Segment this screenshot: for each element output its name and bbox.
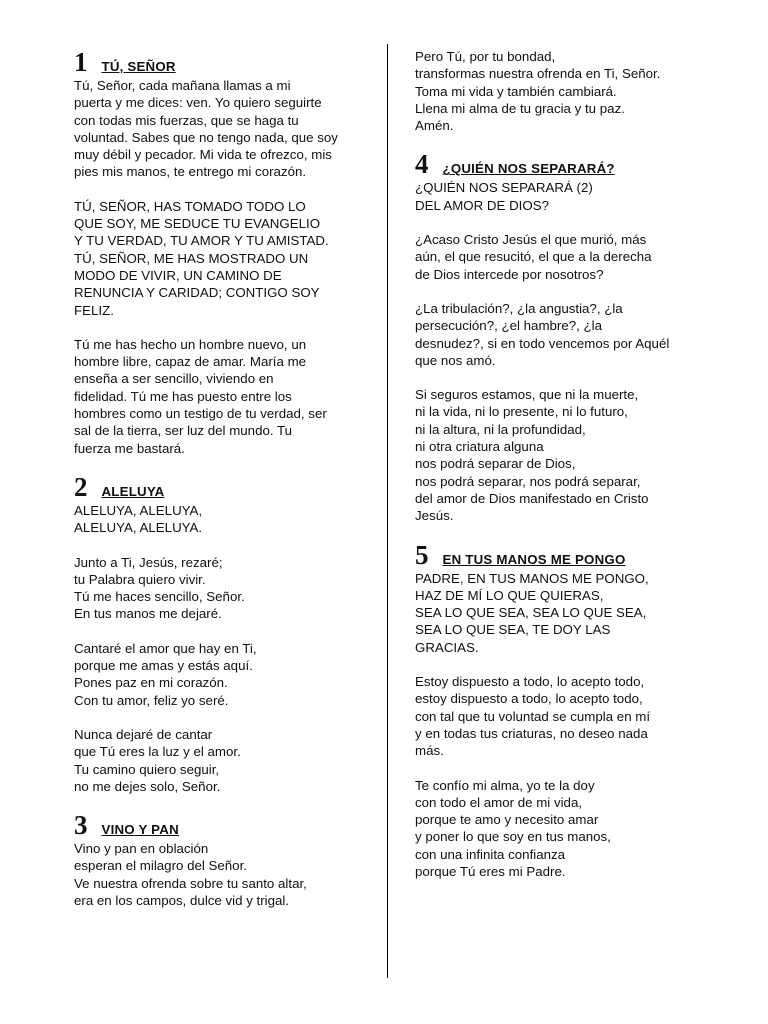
- stanza: [415, 386, 715, 524]
- lyric-line: Pero Tú, por tu bondad,: [415, 49, 556, 64]
- right-column: [415, 48, 715, 896]
- stanza: [74, 502, 374, 537]
- lyric-line: no me dejes solo, Señor.: [74, 778, 221, 794]
- song-header: [415, 150, 715, 178]
- lyric-line: muy débil y pecador. Mi vida te ofrezco, mis: [74, 147, 332, 163]
- lyric-line: era en los campos, dulce vid y trigal.: [74, 892, 290, 908]
- lyric-line: voluntad. Sabes que no tengo nada, que soy: [74, 129, 338, 145]
- stanza: [415, 570, 715, 656]
- lyric-line: GRACIAS.: [415, 639, 479, 655]
- lyric-line: desnudez?, si en todo vencemos por Aquél: [415, 335, 670, 351]
- lyric-line: con tal que tu voluntad se cumpla en mí: [415, 708, 651, 724]
- lyric-line: Jesús.: [415, 508, 454, 524]
- lyric-line: MODO DE VIVIR, UN CAMINO DE: [74, 267, 282, 283]
- song-number: 4: [415, 149, 429, 180]
- song-header: [74, 473, 374, 501]
- lyric-line: sal de la tierra, ser luz del mundo. Tu: [74, 423, 293, 439]
- lyric-line: con todo el amor de mi vida,: [415, 794, 583, 810]
- song-2: [74, 473, 374, 795]
- stanza: [74, 336, 374, 457]
- lyric-line: ni la altura, ni la profundidad,: [415, 421, 586, 437]
- stanza: [74, 726, 374, 795]
- song-3: [74, 811, 374, 909]
- song-number: 5: [415, 539, 429, 570]
- lyric-line: SEA LO QUE SEA, SEA LO QUE SEA,: [415, 605, 647, 621]
- lyric-line: hombres como un testigo de tu verdad, ser: [74, 406, 327, 422]
- lyric-line: puerta y me dices: ven. Yo quiero seguirte: [74, 95, 322, 111]
- stanza: [415, 48, 715, 134]
- lyric-line: Estoy dispuesto a todo, lo acepto todo,: [415, 674, 645, 690]
- lyric-line: Tú me has hecho un hombre nuevo, un: [74, 336, 307, 352]
- lyric-line: Nunca dejaré de cantar: [74, 726, 213, 742]
- lyric-line: y en todas tus criaturas, no deseo nada: [415, 725, 648, 741]
- stanza: [74, 77, 374, 181]
- stanza: [415, 300, 715, 369]
- column-divider: [387, 44, 388, 978]
- song-3-continuation: [415, 48, 715, 134]
- lyric-line: de Dios intercede por nosotros?: [415, 266, 604, 282]
- lyric-line: ALELUYA, ALELUYA.: [74, 520, 203, 536]
- lyric-line: Toma mi vida y también cambiará.: [415, 83, 617, 99]
- lyric-line: DEL AMOR DE DIOS?: [415, 197, 549, 213]
- song-header: [415, 541, 715, 569]
- song-title: ALELUYA: [101, 483, 165, 499]
- lyric-line: HAZ DE MÍ LO QUE QUIERAS,: [415, 587, 604, 603]
- lyric-line: más.: [415, 743, 444, 759]
- lyric-line: ¿QUIÉN NOS SEPARARÁ (2): [415, 180, 593, 196]
- stanza: [415, 179, 715, 214]
- lyric-line: Tu camino quiero seguir,: [74, 761, 220, 777]
- lyric-line: Vino y pan en oblación: [74, 841, 209, 857]
- lyric-line: Con tu amor, feliz yo seré.: [74, 692, 229, 708]
- stanza: [415, 673, 715, 759]
- lyric-line: Junto a Ti, Jesús, rezaré;: [74, 554, 223, 570]
- lyric-line: Llena mi alma de tu gracia y tu paz.: [415, 100, 625, 116]
- lyric-line: fuerza me bastará.: [74, 440, 185, 456]
- lyric-line: aún, el que resucitó, el que a la derecha: [415, 249, 652, 265]
- lyric-line: ni la vida, ni lo presente, ni lo futuro,: [415, 404, 628, 420]
- stanza: [74, 640, 374, 709]
- lyric-line: pies mis manos, te entrego mi corazón.: [74, 164, 307, 180]
- stanza: [415, 231, 715, 283]
- lyric-line: TÚ, SEÑOR, ME HAS MOSTRADO UN: [74, 250, 309, 266]
- lyric-line: ni otra criatura alguna: [415, 439, 544, 455]
- lyric-line: ALELUYA, ALELUYA,: [74, 502, 203, 518]
- lyric-line: porque te amo y necesito amar: [415, 812, 599, 828]
- lyric-line: ¿La tribulación?, ¿la angustia?, ¿la: [415, 300, 623, 316]
- lyric-line: y poner lo que soy en tus manos,: [415, 829, 611, 845]
- lyric-line: con todas mis fuerzas, que se haga tu: [74, 112, 299, 128]
- song-title: VINO Y PAN: [101, 822, 179, 838]
- lyric-line: FELIZ.: [74, 302, 114, 318]
- lyric-line: porque Tú eres mi Padre.: [415, 863, 566, 879]
- song-4: [415, 150, 715, 524]
- song-number: 2: [74, 471, 88, 502]
- lyric-line: con una infinita confianza: [415, 846, 566, 862]
- lyric-line: porque me amas y estás aquí.: [74, 658, 253, 674]
- song-5: [415, 541, 715, 881]
- lyric-line: Ve nuestra ofrenda sobre tu santo altar,: [74, 875, 307, 891]
- lyric-line: Y TU VERDAD, TU AMOR Y TU AMISTAD.: [74, 233, 329, 249]
- lyric-line: transformas nuestra ofrenda en Ti, Señor.: [415, 66, 661, 82]
- song-title: ¿QUIÉN NOS SEPARARÁ?: [442, 161, 615, 177]
- song-number: 3: [74, 810, 88, 841]
- lyric-line: En tus manos me dejaré.: [74, 606, 222, 622]
- lyric-line: que nos amó.: [415, 352, 496, 368]
- song-number: 1: [74, 47, 88, 77]
- lyric-line: tu Palabra quiero vivir.: [74, 571, 206, 587]
- lyric-line: Pones paz en mi corazón.: [74, 675, 228, 691]
- lyric-line: SEA LO QUE SEA, TE DOY LAS: [415, 622, 611, 638]
- lyric-line: nos podrá separar de Dios,: [415, 456, 576, 472]
- lyric-line: estoy dispuesto a todo, lo acepto todo,: [415, 691, 643, 707]
- song-title: EN TUS MANOS ME PONGO: [442, 551, 626, 567]
- lyric-line: esperan el milagro del Señor.: [74, 858, 247, 874]
- lyric-line: Tú, Señor, cada mañana llamas a mi: [74, 78, 291, 93]
- left-column: [74, 48, 374, 925]
- song-1: [74, 48, 374, 457]
- lyric-line: ¿Acaso Cristo Jesús el que murió, más: [415, 232, 647, 248]
- lyric-line: Si seguros estamos, que ni la muerte,: [415, 387, 639, 403]
- stanza: [415, 777, 715, 881]
- stanza: [74, 840, 374, 909]
- lyric-line: Amén.: [415, 118, 454, 134]
- lyric-line: hombre libre, capaz de amar. María me: [74, 354, 307, 370]
- lyric-line: RENUNCIA Y CARIDAD; CONTIGO SOY: [74, 285, 320, 301]
- lyric-line: Tú me haces sencillo, Señor.: [74, 589, 245, 605]
- song-header: [74, 811, 374, 839]
- lyric-line: del amor de Dios manifestado en Cristo: [415, 490, 649, 506]
- lyric-line: Cantaré el amor que hay en Ti,: [74, 640, 257, 656]
- lyric-line: fidelidad. Tú me has puesto entre los: [74, 388, 292, 404]
- lyric-line: persecución?, ¿el hambre?, ¿la: [415, 318, 602, 334]
- lyric-line: Te confío mi alma, yo te la doy: [415, 777, 595, 793]
- lyric-line: enseña a ser sencillo, viviendo en: [74, 371, 274, 387]
- lyric-line: nos podrá separar, nos podrá separar,: [415, 473, 641, 489]
- lyric-line: TÚ, SEÑOR, HAS TOMADO TODO LO: [74, 198, 306, 214]
- lyric-line: PADRE, EN TUS MANOS ME PONGO,: [415, 570, 649, 586]
- song-header: [74, 48, 374, 76]
- stanza: [74, 198, 374, 319]
- lyric-line: QUE SOY, ME SEDUCE TU EVANGELIO: [74, 216, 321, 232]
- song-title: TÚ, SEÑOR: [101, 59, 176, 74]
- stanza: [74, 554, 374, 623]
- lyric-line: que Tú eres la luz y el amor.: [74, 744, 241, 760]
